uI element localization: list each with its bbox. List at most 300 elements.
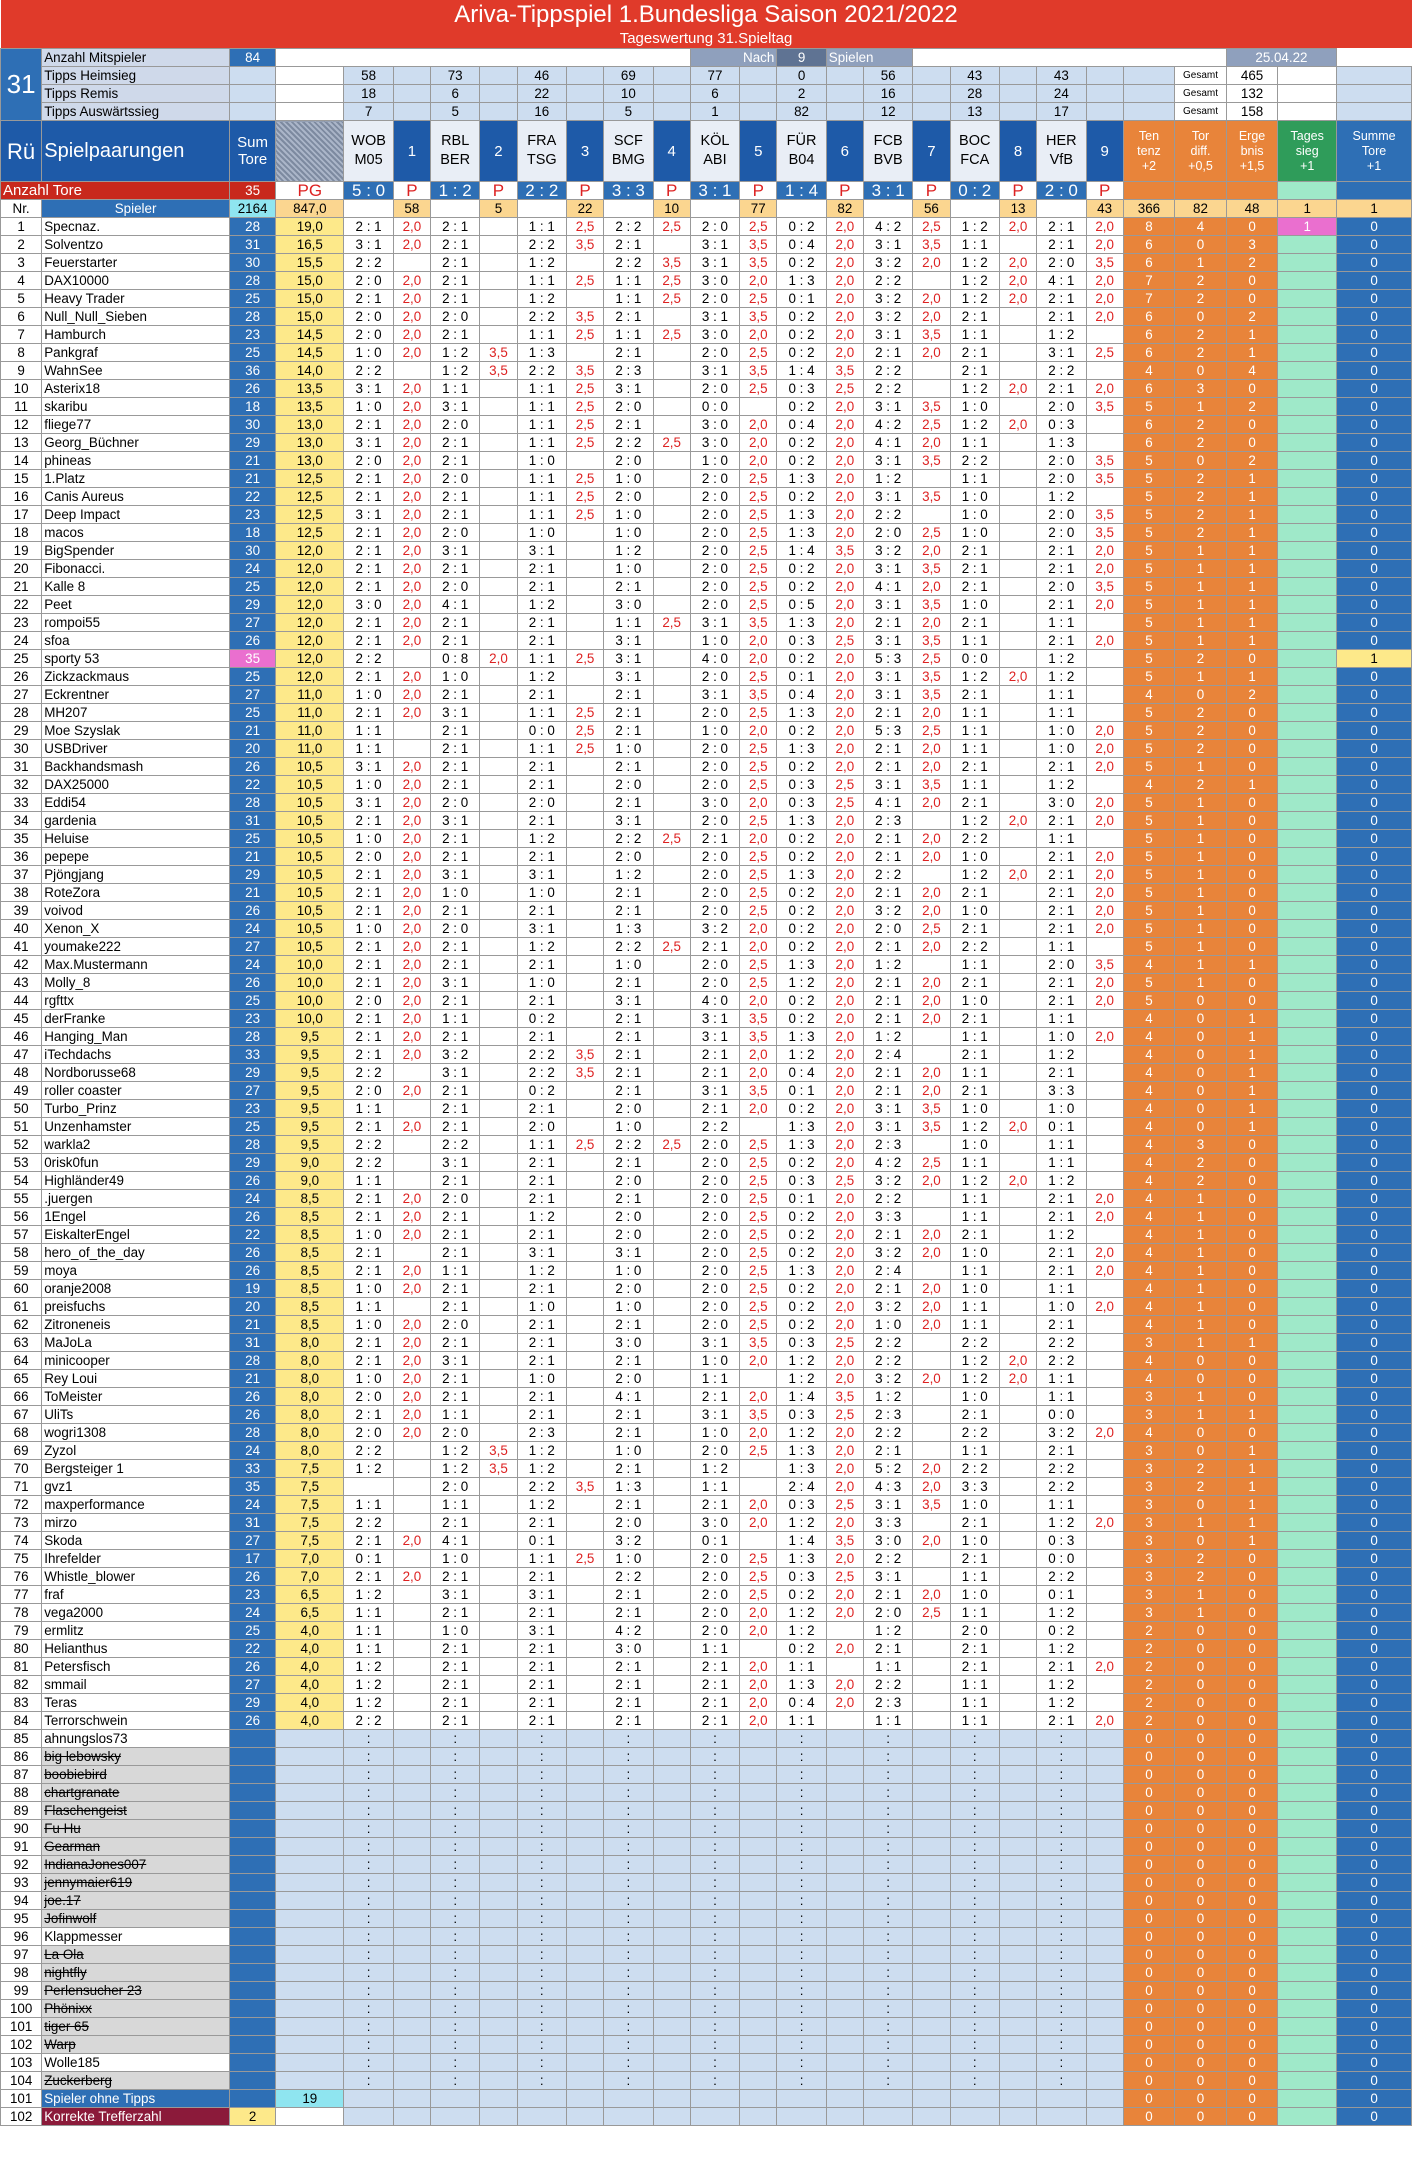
player-sum-tore: 31 bbox=[229, 1514, 275, 1532]
player-tipp-points bbox=[653, 1820, 690, 1838]
player-tipp: 1 : 0 bbox=[950, 1388, 999, 1406]
player-tipp: 1 : 1 bbox=[344, 1622, 393, 1640]
player-ergebnis: 0 bbox=[1226, 1712, 1278, 1730]
player-tipp: 1 : 1 bbox=[344, 1640, 393, 1658]
player-tipp: 2 : 1 bbox=[517, 1712, 566, 1730]
player-tipp-points: 2,0 bbox=[393, 1388, 430, 1406]
player-tipp-points bbox=[653, 1352, 690, 1370]
player-points: 16,5 bbox=[276, 236, 344, 254]
player-tipp: 2 : 1 bbox=[517, 956, 566, 974]
spacer bbox=[393, 67, 430, 85]
player-tipp: 2 : 1 bbox=[1037, 632, 1086, 650]
match-result: 1 : 2 bbox=[430, 182, 479, 200]
player-tipp: : bbox=[1037, 2054, 1086, 2072]
player-tipp: 1 : 0 bbox=[344, 398, 393, 416]
player-tipp-points bbox=[567, 1892, 604, 1910]
player-tordiff: 1 bbox=[1175, 830, 1227, 848]
player-tipp: 2 : 0 bbox=[430, 920, 479, 938]
player-tipp: : bbox=[517, 2072, 566, 2090]
player-tipp-points bbox=[999, 1496, 1036, 1514]
player-tipp-points bbox=[567, 1640, 604, 1658]
player-tipp: 2 : 1 bbox=[430, 434, 479, 452]
player-tipp: : bbox=[604, 2036, 653, 2054]
total-points: 56 bbox=[913, 200, 950, 218]
player-tipp-points bbox=[913, 1352, 950, 1370]
player-tipp: 3 : 1 bbox=[863, 1568, 912, 1586]
player-ergebnis: 1 bbox=[1226, 668, 1278, 686]
player-tipp: 2 : 1 bbox=[517, 1658, 566, 1676]
player-sum-tore bbox=[229, 1802, 275, 1820]
player-tipp-points bbox=[653, 488, 690, 506]
player-tipp: : bbox=[344, 2036, 393, 2054]
player-sum-tore: 30 bbox=[229, 542, 275, 560]
player-summetore: 0 bbox=[1337, 1910, 1412, 1928]
total-points: 10 bbox=[653, 200, 690, 218]
player-summetore: 0 bbox=[1337, 470, 1412, 488]
match-teams-9: HER VfB bbox=[1037, 121, 1086, 182]
player-tipp: 1 : 0 bbox=[950, 488, 999, 506]
player-tipp: 1 : 2 bbox=[863, 1622, 912, 1640]
player-tipp-points bbox=[393, 1100, 430, 1118]
player-tipp-points: 2,5 bbox=[740, 1226, 777, 1244]
player-points: 10,5 bbox=[276, 866, 344, 884]
player-tipp-points bbox=[740, 1802, 777, 1820]
player-tipp-points: 2,0 bbox=[826, 1100, 863, 1118]
player-tipp: 1 : 2 bbox=[430, 1460, 479, 1478]
player-tagessieg bbox=[1278, 560, 1337, 578]
player-points bbox=[276, 1946, 344, 1964]
table-row bbox=[1, 1856, 1412, 1874]
player-tipp-points: 2,0 bbox=[1086, 722, 1123, 740]
spacer bbox=[567, 85, 604, 103]
player-tipp: 2 : 1 bbox=[344, 488, 393, 506]
date-label: 25.04.22 bbox=[1226, 49, 1336, 67]
table-row bbox=[1, 218, 1412, 236]
player-points: 10,5 bbox=[276, 776, 344, 794]
player-tipp-points: 2,0 bbox=[826, 524, 863, 542]
player-points: 12,0 bbox=[276, 596, 344, 614]
player-name: Flaschengeist bbox=[42, 1802, 230, 1820]
player-sum-tore bbox=[229, 1856, 275, 1874]
player-tipp: 0 : 2 bbox=[777, 326, 826, 344]
player-tipp-points: 2,0 bbox=[999, 1118, 1036, 1136]
player-tipp-points bbox=[393, 1622, 430, 1640]
player-tipp: 2 : 0 bbox=[690, 740, 739, 758]
player-tipp: : bbox=[430, 1982, 479, 2000]
player-tipp: 2 : 1 bbox=[1037, 848, 1086, 866]
player-tipp-points bbox=[1086, 2072, 1123, 2090]
player-tipp: 0 : 2 bbox=[777, 560, 826, 578]
player-name: jennymaier619 bbox=[42, 1874, 230, 1892]
player-ergebnis: 0 bbox=[1226, 1550, 1278, 1568]
player-tipp: 0 : 2 bbox=[777, 938, 826, 956]
player-rank: 59 bbox=[1, 1262, 42, 1280]
player-tipp: : bbox=[863, 2054, 912, 2072]
table-row bbox=[1, 1766, 1412, 1784]
player-tipp: 0 : 3 bbox=[1037, 416, 1086, 434]
player-tipp: : bbox=[604, 1856, 653, 1874]
player-sum-tore: 20 bbox=[229, 1298, 275, 1316]
player-tipp: 1 : 1 bbox=[1037, 686, 1086, 704]
player-tipp: 0 : 2 bbox=[777, 830, 826, 848]
player-tipp-points bbox=[567, 1676, 604, 1694]
player-tipp: 1 : 0 bbox=[430, 1622, 479, 1640]
player-sum-tore: 27 bbox=[229, 686, 275, 704]
player-tipp: 1 : 0 bbox=[1037, 1028, 1086, 1046]
player-tipp-points bbox=[567, 632, 604, 650]
player-rank: 79 bbox=[1, 1622, 42, 1640]
player-tipp-points bbox=[1086, 2000, 1123, 2018]
player-points: 8,5 bbox=[276, 1262, 344, 1280]
spacer bbox=[777, 200, 826, 218]
player-tipp-points: 2,0 bbox=[826, 650, 863, 668]
player-ergebnis: 0 bbox=[1226, 1856, 1278, 1874]
player-tipp-points: 2,0 bbox=[393, 830, 430, 848]
player-tipp-points bbox=[913, 1820, 950, 1838]
player-tipp: 1 : 1 bbox=[430, 1010, 479, 1028]
player-tipp-points: 2,5 bbox=[1086, 344, 1123, 362]
player-tendenz: 4 bbox=[1123, 1244, 1175, 1262]
player-tipp-points: 2,0 bbox=[826, 686, 863, 704]
player-tipp: : bbox=[344, 1946, 393, 1964]
table-row bbox=[1, 884, 1412, 902]
player-tipp-points: 2,0 bbox=[740, 1424, 777, 1442]
player-tipp: 2 : 0 bbox=[430, 794, 479, 812]
player-tordiff: 1 bbox=[1175, 902, 1227, 920]
player-tipp: 2 : 0 bbox=[604, 1172, 653, 1190]
player-tipp-points bbox=[393, 1964, 430, 1982]
player-tipp-points: 2,0 bbox=[1086, 866, 1123, 884]
table-row bbox=[1, 956, 1412, 974]
player-tipp-points: 2,5 bbox=[740, 542, 777, 560]
player-tipp: 1 : 2 bbox=[777, 1370, 826, 1388]
player-tipp-points bbox=[999, 1568, 1036, 1586]
player-tipp: 1 : 0 bbox=[344, 1226, 393, 1244]
player-tipp: 0 : 2 bbox=[777, 902, 826, 920]
player-tendenz: 3 bbox=[1123, 1532, 1175, 1550]
player-rank: 58 bbox=[1, 1244, 42, 1262]
player-rank: 2 bbox=[1, 236, 42, 254]
player-tendenz: 4 bbox=[1123, 1370, 1175, 1388]
player-tipp: 0 : 3 bbox=[777, 380, 826, 398]
player-tendenz: 6 bbox=[1123, 344, 1175, 362]
player-tipp: 2 : 0 bbox=[690, 560, 739, 578]
player-tipp-points bbox=[999, 1478, 1036, 1496]
player-tipp: 2 : 1 bbox=[344, 1262, 393, 1280]
player-name: Feuerstarter bbox=[42, 254, 230, 272]
player-ergebnis: 1 bbox=[1226, 1478, 1278, 1496]
table-row bbox=[1, 632, 1412, 650]
player-tipp-points: 2,0 bbox=[826, 1226, 863, 1244]
player-tipp: 3 : 1 bbox=[604, 1244, 653, 1262]
player-tendenz: 3 bbox=[1123, 1478, 1175, 1496]
player-tagessieg bbox=[1278, 938, 1337, 956]
player-tipp-points: 2,5 bbox=[826, 1334, 863, 1352]
player-tipp-points bbox=[393, 1766, 430, 1784]
player-tipp: 2 : 1 bbox=[604, 758, 653, 776]
tipp-count-remis: 28 bbox=[950, 85, 999, 103]
tipp-count-auswaerts: 17 bbox=[1037, 103, 1086, 121]
player-name: Eckrentner bbox=[42, 686, 230, 704]
player-tipp: 1 : 2 bbox=[950, 218, 999, 236]
player-tipp: 2 : 1 bbox=[430, 938, 479, 956]
player-name: minicooper bbox=[42, 1352, 230, 1370]
player-tipp: 2 : 0 bbox=[344, 308, 393, 326]
player-tipp-points bbox=[653, 236, 690, 254]
player-tipp-points: 2,0 bbox=[393, 974, 430, 992]
player-tipp: : bbox=[344, 1820, 393, 1838]
player-tipp-points bbox=[653, 1442, 690, 1460]
player-tendenz: 5 bbox=[1123, 722, 1175, 740]
player-tagessieg bbox=[1278, 1226, 1337, 1244]
player-tipp-points: 3,5 bbox=[913, 596, 950, 614]
player-tipp-points: 2,0 bbox=[826, 218, 863, 236]
player-ergebnis: 1 bbox=[1226, 1442, 1278, 1460]
table-row bbox=[1, 362, 1412, 380]
player-tipp: 1 : 2 bbox=[950, 1172, 999, 1190]
player-tipp: 2 : 1 bbox=[430, 956, 479, 974]
player-tipp: 2 : 1 bbox=[863, 1586, 912, 1604]
player-summetore: 0 bbox=[1337, 560, 1412, 578]
player-tipp-points bbox=[740, 1964, 777, 1982]
player-tagessieg bbox=[1278, 1208, 1337, 1226]
player-tipp: 2 : 0 bbox=[690, 956, 739, 974]
player-tipp-points bbox=[393, 1154, 430, 1172]
player-tordiff: 0 bbox=[1175, 1424, 1227, 1442]
player-ergebnis: 0 bbox=[1226, 1874, 1278, 1892]
player-tipp: 2 : 1 bbox=[430, 1370, 479, 1388]
spacer bbox=[863, 200, 912, 218]
table-row bbox=[1, 938, 1412, 956]
player-tipp: 3 : 1 bbox=[690, 308, 739, 326]
player-tipp: 1 : 2 bbox=[777, 1046, 826, 1064]
player-tipp: 2 : 1 bbox=[430, 1082, 479, 1100]
player-name: EiskalterEngel bbox=[42, 1226, 230, 1244]
player-tipp: 1 : 3 bbox=[777, 272, 826, 290]
player-ergebnis: 0 bbox=[1226, 794, 1278, 812]
player-points bbox=[276, 1784, 344, 1802]
player-ergebnis: 0 bbox=[1226, 1208, 1278, 1226]
player-tipp: 2 : 0 bbox=[690, 1190, 739, 1208]
player-tipp: 1 : 3 bbox=[604, 1478, 653, 1496]
player-name: derFranke bbox=[42, 1010, 230, 1028]
player-tipp: 2 : 1 bbox=[344, 416, 393, 434]
player-tipp: 2 : 1 bbox=[1037, 1712, 1086, 1730]
player-tipp: 0 : 2 bbox=[1037, 1622, 1086, 1640]
player-tipp: : bbox=[430, 1892, 479, 1910]
player-tipp: 2 : 2 bbox=[1037, 1352, 1086, 1370]
player-tendenz: 4 bbox=[1123, 1280, 1175, 1298]
player-tordiff: 2 bbox=[1175, 1172, 1227, 1190]
player-tipp: : bbox=[517, 1982, 566, 2000]
player-tipp: 3 : 1 bbox=[863, 236, 912, 254]
player-tipp: : bbox=[430, 1820, 479, 1838]
player-tipp: 1 : 0 bbox=[517, 524, 566, 542]
player-tipp-points: 2,5 bbox=[740, 866, 777, 884]
player-tipp: 1 : 2 bbox=[1037, 1226, 1086, 1244]
player-tagessieg: 1 bbox=[1278, 218, 1337, 236]
player-tipp: : bbox=[950, 1748, 999, 1766]
player-tipp: 3 : 1 bbox=[604, 380, 653, 398]
table-row bbox=[1, 1262, 1412, 1280]
player-tipp-points bbox=[567, 1298, 604, 1316]
player-tendenz: 4 bbox=[1123, 1352, 1175, 1370]
player-tipp: 1 : 0 bbox=[517, 974, 566, 992]
player-ergebnis: 0 bbox=[1226, 1226, 1278, 1244]
player-tagessieg bbox=[1278, 1118, 1337, 1136]
player-tipp: 0 : 3 bbox=[777, 794, 826, 812]
label-gesamt: Gesamt bbox=[1175, 85, 1227, 103]
player-tipp-points bbox=[480, 578, 517, 596]
player-tipp: 1 : 2 bbox=[1037, 1046, 1086, 1064]
player-tipp: 1 : 0 bbox=[344, 1370, 393, 1388]
player-tendenz: 5 bbox=[1123, 506, 1175, 524]
player-rank: 14 bbox=[1, 452, 42, 470]
player-tipp-points bbox=[480, 596, 517, 614]
player-tordiff: 1 bbox=[1175, 398, 1227, 416]
player-ergebnis: 0 bbox=[1226, 902, 1278, 920]
player-rank: 49 bbox=[1, 1082, 42, 1100]
player-tipp-points: 2,5 bbox=[567, 434, 604, 452]
player-tipp: 2 : 1 bbox=[863, 1064, 912, 1082]
player-tipp-points bbox=[913, 1874, 950, 1892]
player-tipp-points bbox=[567, 1262, 604, 1280]
player-rank: 53 bbox=[1, 1154, 42, 1172]
player-points bbox=[276, 1874, 344, 1892]
player-tipp-points: 2,0 bbox=[826, 830, 863, 848]
player-tipp: 3 : 0 bbox=[690, 434, 739, 452]
total-sum: 2164 bbox=[229, 200, 275, 218]
player-ergebnis: 1 bbox=[1226, 1118, 1278, 1136]
player-tipp: 2 : 1 bbox=[1037, 290, 1086, 308]
player-tipp: 1 : 1 bbox=[430, 1406, 479, 1424]
player-tipp-points: 3,5 bbox=[1086, 578, 1123, 596]
player-tipp: 3 : 2 bbox=[863, 902, 912, 920]
player-tipp-points: 2,0 bbox=[826, 596, 863, 614]
player-name: Eddi54 bbox=[42, 794, 230, 812]
player-tipp-points: 2,0 bbox=[826, 308, 863, 326]
player-tagessieg bbox=[1278, 380, 1337, 398]
player-points: 10,5 bbox=[276, 812, 344, 830]
player-tipp: 3 : 1 bbox=[690, 1334, 739, 1352]
player-tipp: 2 : 0 bbox=[344, 848, 393, 866]
player-tendenz: 5 bbox=[1123, 650, 1175, 668]
player-tipp-points bbox=[999, 542, 1036, 560]
player-ergebnis: 1 bbox=[1226, 614, 1278, 632]
player-tipp: 2 : 1 bbox=[863, 830, 912, 848]
player-points: 6,5 bbox=[276, 1586, 344, 1604]
player-ergebnis: 3 bbox=[1226, 236, 1278, 254]
player-tipp-points: 2,0 bbox=[740, 1676, 777, 1694]
player-sum-tore bbox=[229, 2036, 275, 2054]
player-tipp-points bbox=[567, 776, 604, 794]
player-tipp-points bbox=[653, 956, 690, 974]
player-points bbox=[276, 1838, 344, 1856]
player-rank: 64 bbox=[1, 1352, 42, 1370]
player-rank: 24 bbox=[1, 632, 42, 650]
player-tipp-points bbox=[913, 470, 950, 488]
player-sum-tore: 26 bbox=[229, 632, 275, 650]
player-tipp-points bbox=[653, 452, 690, 470]
player-tipp: 2 : 1 bbox=[950, 1640, 999, 1658]
player-tipp: 2 : 1 bbox=[1037, 974, 1086, 992]
player-points bbox=[276, 2018, 344, 2036]
player-tipp-points: 2,5 bbox=[740, 1208, 777, 1226]
player-rank: 48 bbox=[1, 1064, 42, 1082]
player-summetore: 0 bbox=[1337, 938, 1412, 956]
player-tipp: 2 : 1 bbox=[950, 884, 999, 902]
player-tipp-points bbox=[480, 506, 517, 524]
player-tipp-points: 2,0 bbox=[999, 416, 1036, 434]
player-tipp: 2 : 1 bbox=[1037, 812, 1086, 830]
table-row bbox=[1, 560, 1412, 578]
player-tipp: : bbox=[344, 1856, 393, 1874]
player-tipp: : bbox=[777, 2054, 826, 2072]
page-title: Ariva-Tippspiel 1.Bundesliga Saison 2021/2022 bbox=[1, 0, 1412, 30]
player-sum-tore: 25 bbox=[229, 344, 275, 362]
player-tipp: : bbox=[863, 2000, 912, 2018]
player-tipp: 3 : 1 bbox=[863, 326, 912, 344]
player-tipp: 1 : 1 bbox=[950, 722, 999, 740]
player-tipp-points: 2,0 bbox=[826, 902, 863, 920]
player-tipp: 3 : 1 bbox=[430, 542, 479, 560]
player-tendenz: 4 bbox=[1123, 1190, 1175, 1208]
player-ergebnis: 1 bbox=[1226, 1010, 1278, 1028]
player-tendenz: 5 bbox=[1123, 488, 1175, 506]
player-points: 11,0 bbox=[276, 704, 344, 722]
player-tipp-points: 2,0 bbox=[393, 272, 430, 290]
player-name: Asterix18 bbox=[42, 380, 230, 398]
player-tipp: 2 : 1 bbox=[517, 1640, 566, 1658]
player-tipp-points bbox=[1086, 1136, 1123, 1154]
player-tipp: 3 : 2 bbox=[863, 308, 912, 326]
player-tipp-points bbox=[913, 1694, 950, 1712]
table-row bbox=[1, 1028, 1412, 1046]
player-sum-tore: 25 bbox=[229, 578, 275, 596]
player-tipp-points bbox=[567, 866, 604, 884]
player-tagessieg bbox=[1278, 398, 1337, 416]
player-summetore: 0 bbox=[1337, 1766, 1412, 1784]
player-tipp: : bbox=[430, 1802, 479, 1820]
player-tipp-points bbox=[653, 1676, 690, 1694]
player-points bbox=[276, 1928, 344, 1946]
player-tipp-points: 3,5 bbox=[913, 1496, 950, 1514]
player-tipp: : bbox=[863, 1802, 912, 1820]
player-tipp: 2 : 1 bbox=[430, 290, 479, 308]
table-row bbox=[1, 1712, 1412, 1730]
player-tipp: 2 : 1 bbox=[517, 1334, 566, 1352]
player-summetore: 0 bbox=[1337, 272, 1412, 290]
player-tipp: 2 : 1 bbox=[1037, 758, 1086, 776]
player-ergebnis: 1 bbox=[1226, 1082, 1278, 1100]
player-ergebnis: 2 bbox=[1226, 254, 1278, 272]
player-summetore: 0 bbox=[1337, 1100, 1412, 1118]
player-tipp: 2 : 1 bbox=[604, 1028, 653, 1046]
player-rank: 18 bbox=[1, 524, 42, 542]
player-tipp-points bbox=[653, 1334, 690, 1352]
player-tendenz: 3 bbox=[1123, 1586, 1175, 1604]
player-tipp: : bbox=[430, 1946, 479, 1964]
player-tipp: 2 : 0 bbox=[690, 1316, 739, 1334]
player-tipp-points bbox=[913, 1568, 950, 1586]
player-tipp: 1 : 0 bbox=[517, 452, 566, 470]
player-summetore: 0 bbox=[1337, 1046, 1412, 1064]
player-sum-tore: 28 bbox=[229, 272, 275, 290]
player-tipp: 1 : 2 bbox=[517, 1208, 566, 1226]
player-tipp: 2 : 1 bbox=[690, 1100, 739, 1118]
player-tipp-points bbox=[913, 1838, 950, 1856]
player-tipp: 2 : 2 bbox=[517, 308, 566, 326]
